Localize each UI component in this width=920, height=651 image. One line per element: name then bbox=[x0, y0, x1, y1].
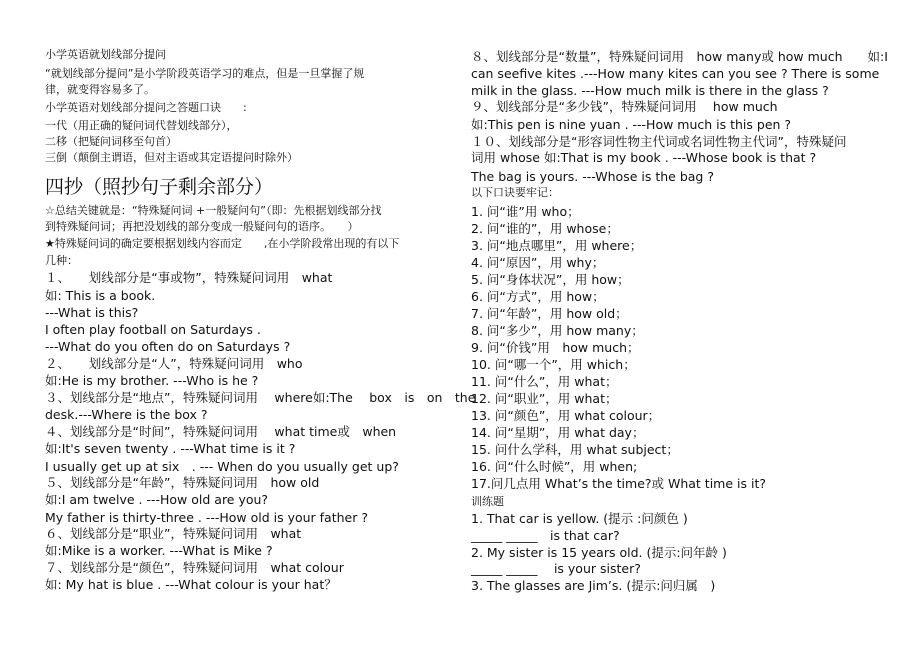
intro-line-2: 律，就变得容易多了。 bbox=[45, 83, 155, 96]
mnemonic-item-15: 15. 问什么学科，用 what subject； bbox=[471, 442, 679, 457]
mnemonic-item-4: 4. 问“原因”，用 why； bbox=[471, 255, 605, 270]
mnemonic-item-5: 5. 问“身体状况”，用 how； bbox=[471, 272, 630, 287]
summary-line-2: 到特殊疑问词；再把没划线的部分变成一般疑问句的语序。 ） bbox=[45, 220, 359, 233]
mnemonic-item-16: 16. 问“什么时候”，用 when; bbox=[471, 459, 638, 474]
mnemonic-item-17: 17.问几点用 What’s the time?或 What time is it? bbox=[471, 476, 766, 491]
rule-1-example-2: ---What is this? bbox=[45, 305, 139, 320]
intro-line-1: “就划线部分提问”是小学阶段英语学习的难点，但是一旦掌握了规 bbox=[45, 67, 365, 80]
rule-1-example-4: ---What do you often do on Saturdays ? bbox=[45, 339, 291, 354]
rule-9-example: 如:This pen is nine yuan . ---How much is this pen ? bbox=[471, 117, 792, 132]
mnemonic-item-13: 13. 问“颜色”，用 what colour； bbox=[471, 408, 661, 423]
note-line-2: 几种： bbox=[45, 254, 78, 267]
mnemonic-item-2: 2. 问“谁的”，用 whose； bbox=[471, 221, 619, 236]
rule-10-example-2: The bag is yours. ---Whose is the bag ? bbox=[471, 169, 714, 184]
rule-8-example-2: milk in the glass. ---How much milk is there in the glass ? bbox=[471, 83, 829, 98]
rule-5: ５、划线部分是“年龄”，特殊疑问词用 how old bbox=[45, 475, 320, 490]
rhyme-step-1: 一代（用正确的疑问词代替划线部分）， bbox=[45, 119, 238, 132]
rule-6-example: 如:Mike is a worker. ---What is Mike ? bbox=[45, 543, 273, 558]
mnemonic-item-7: 7. 问“年龄”，用 how old； bbox=[471, 306, 628, 321]
doc-title: 小学英语就划线部分提问 bbox=[45, 48, 166, 61]
rule-9: ９、划线部分是“多少钱”，特殊疑问词用 how much bbox=[471, 99, 778, 114]
mnemonic-item-8: 8. 问“多少”，用 how many； bbox=[471, 323, 644, 338]
mnemonic-heading: 以下口诀要牢记： bbox=[471, 186, 559, 199]
mnemonic-item-14: 14. 问“星期”，用 what day； bbox=[471, 425, 645, 440]
rule-6: ６、划线部分是“职业”，特殊疑问词用 what bbox=[45, 526, 302, 541]
rule-3-example: desk.---Where is the box ? bbox=[45, 407, 208, 422]
mnemonic-item-11: 11. 问“什么”，用 what； bbox=[471, 374, 618, 389]
mnemonic-item-3: 3. 问“地点哪里”，用 where； bbox=[471, 238, 643, 253]
exercise-2: 2. My sister is 15 years old. (提示:问年龄 ) bbox=[471, 545, 727, 560]
exercise-3: 3. The glasses are Jim’s. (提示:问归属 ) bbox=[471, 578, 716, 593]
exercise-heading: 训练题 bbox=[471, 495, 504, 508]
mnemonic-item-12: 12. 问“职业”，用 what； bbox=[471, 391, 618, 406]
rule-1-example-3: I often play football on Saturdays . bbox=[45, 322, 261, 337]
rhyme-step-4: 四抄（照抄句子剩余部分） bbox=[45, 176, 274, 198]
rule-4: ４、划线部分是“时间”，特殊疑问词用 what time或 when bbox=[45, 424, 397, 439]
rule-2-example: 如:He is my brother. ---Who is he ? bbox=[45, 373, 259, 388]
exercise-1-blank: _____ _____ is that car? bbox=[471, 528, 620, 543]
rule-1-example-1: 如: This is a book. bbox=[45, 288, 156, 303]
mnemonic-item-10: 10. 问“哪一个”，用 which； bbox=[471, 357, 636, 372]
mnemonic-item-9: 9. 问“价钱”用 how much； bbox=[471, 340, 640, 355]
rule-2: ２、 划线部分是“人”，特殊疑问词用 who bbox=[45, 356, 303, 371]
rule-7: ７、划线部分是“颜色”，特殊疑问词用 what colour bbox=[45, 560, 344, 575]
note-line-1: ★特殊疑问词的确定要根据划线内容而定 ,在小学阶段常出现的有以下 bbox=[45, 237, 400, 250]
exercise-1: 1. That car is yellow. (提示 :问颜色 ) bbox=[471, 511, 688, 526]
rule-10: １０、划线部分是“形容词性物主代词或名词性物主代词”，特殊疑问 bbox=[471, 134, 847, 149]
mnemonic-item-1: 1. 问“谁”用 who； bbox=[471, 204, 580, 219]
rule-4-example-2: I usually get up at six . --- When do you usually get up? bbox=[45, 459, 399, 474]
rhyme-step-3: 三倒（颠倒主谓语，但对主语或其定语提问时除外） bbox=[45, 151, 298, 164]
rule-3: ３、划线部分是“地点”，特殊疑问词用 where如:The box is on the bbox=[45, 390, 476, 405]
rule-8-example-1: can seefive kites .---How many kites can you see ? There is some bbox=[471, 66, 880, 81]
rule-1: １、 划线部分是“事或物”，特殊疑问词用 what bbox=[45, 270, 333, 285]
mnemonic-item-6: 6. 问“方式”，用 how； bbox=[471, 289, 605, 304]
rule-5-example-1: 如:I am twelve . ---How old are you? bbox=[45, 492, 269, 507]
rhyme-heading: 小学英语对划线部分提问之答题口诀 : bbox=[45, 101, 247, 114]
rule-4-example-1: 如:It's seven twenty . ---What time is it ? bbox=[45, 441, 296, 456]
exercise-2-blank: _____ _____ is your sister? bbox=[471, 561, 641, 576]
rule-8: ８、划线部分是“数量”，特殊疑问词用 how many或 how much 如:I bbox=[471, 49, 888, 64]
rule-7-example: 如: My hat is blue . ---What colour is your hat？ bbox=[45, 577, 337, 592]
rule-5-example-2: My father is thirty-three . ---How old is your father ? bbox=[45, 510, 368, 525]
rhyme-step-2: 二移（把疑问词移至句首） bbox=[45, 135, 177, 148]
rule-10-example-1: 词用 whose 如:That is my book . ---Whose book is that ? bbox=[471, 150, 817, 165]
summary-line-1: ☆总结关键就是：“特殊疑问词 +一般疑问句”（即：先根据划线部分找 bbox=[45, 204, 382, 217]
